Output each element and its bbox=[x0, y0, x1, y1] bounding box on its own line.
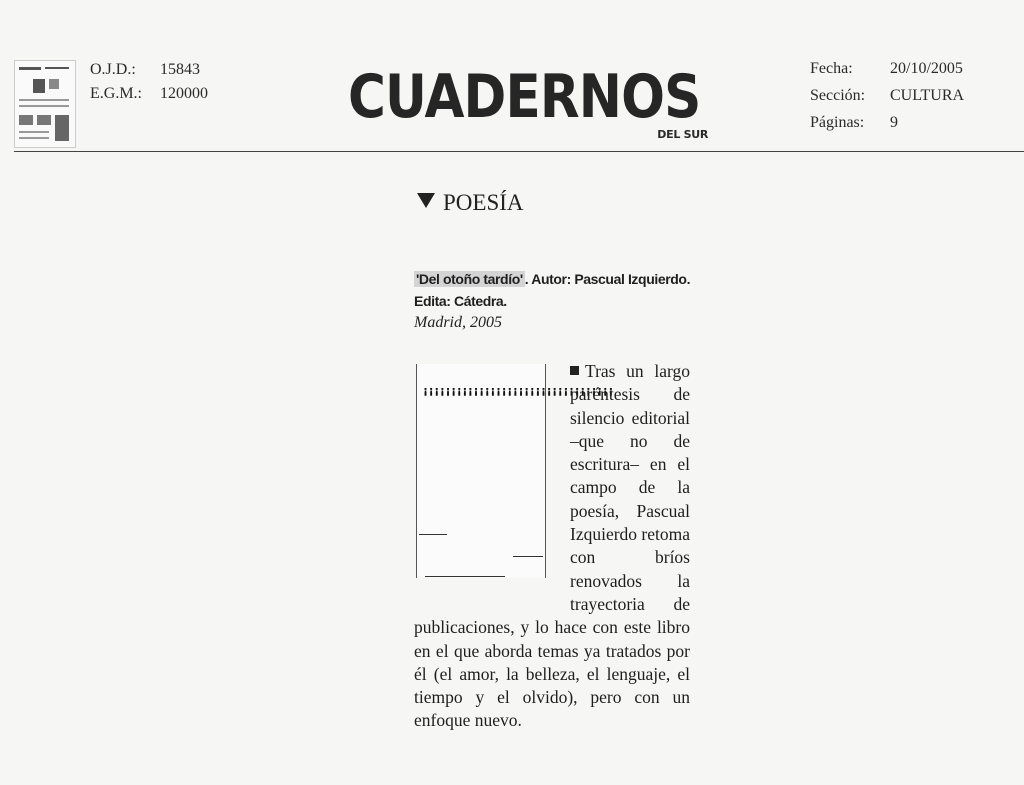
fecha-row bbox=[810, 55, 964, 82]
seccion-row bbox=[810, 82, 964, 109]
article-body bbox=[414, 360, 690, 733]
cover-spacer bbox=[414, 360, 614, 604]
section-label: POESÍA bbox=[443, 190, 524, 215]
book-credits bbox=[414, 268, 694, 312]
header-divider bbox=[14, 151, 1024, 152]
egm-value: 120000 bbox=[160, 85, 208, 102]
egm-label: E.G.M.: bbox=[90, 85, 142, 102]
book-credits-text: . Autor: Pascual Izquierdo. Edita: Cátedra. bbox=[414, 271, 691, 309]
cover-pattern: ¡¡¡¡¡¡¡¡¡¡¡¡¡¡¡¡¡¡¡¡¡¡¡¡¡¡¡¡¡¡¡¡¡¡ bbox=[423, 384, 614, 397]
egm-row bbox=[90, 82, 208, 106]
publication-place: Madrid, 2005 bbox=[414, 314, 502, 331]
fecha-label: Fecha: bbox=[810, 60, 853, 77]
section-heading bbox=[417, 190, 524, 216]
masthead-logo bbox=[348, 62, 714, 152]
logo-sub-text: DEL SUR bbox=[657, 128, 708, 141]
seccion-value: CULTURA bbox=[890, 87, 965, 104]
square-bullet-icon bbox=[570, 366, 579, 375]
article-body-text: Tras un largo paréntesis de silencio editorial –que no de escritura– en el campo de la poesía, Pascual Izquierdo retoma con bríos renovados la trayectoria de publicaciones, y lo hace con este libro en el que aborda temas ya tratados por él (el amor, la belleza, el lenguaje, el tiempo y el olvido), pero con un enfoque nuevo. bbox=[414, 361, 691, 731]
triangle-down-icon bbox=[417, 193, 435, 208]
ojd-row bbox=[90, 58, 208, 82]
paginas-row bbox=[810, 109, 964, 136]
ojd-value: 15843 bbox=[160, 61, 200, 78]
seccion-label: Sección: bbox=[810, 87, 866, 104]
paginas-value: 9 bbox=[890, 114, 898, 131]
fecha-value: 20/10/2005 bbox=[890, 60, 963, 77]
audience-stats bbox=[90, 58, 208, 106]
page-thumbnail bbox=[14, 60, 76, 148]
logo-main-text: CUADERNOS bbox=[348, 62, 701, 132]
ojd-label: O.J.D.: bbox=[90, 61, 136, 78]
paginas-label: Páginas: bbox=[810, 114, 865, 131]
publication-info bbox=[810, 55, 964, 136]
book-title: 'Del otoño tardío' bbox=[416, 271, 523, 287]
